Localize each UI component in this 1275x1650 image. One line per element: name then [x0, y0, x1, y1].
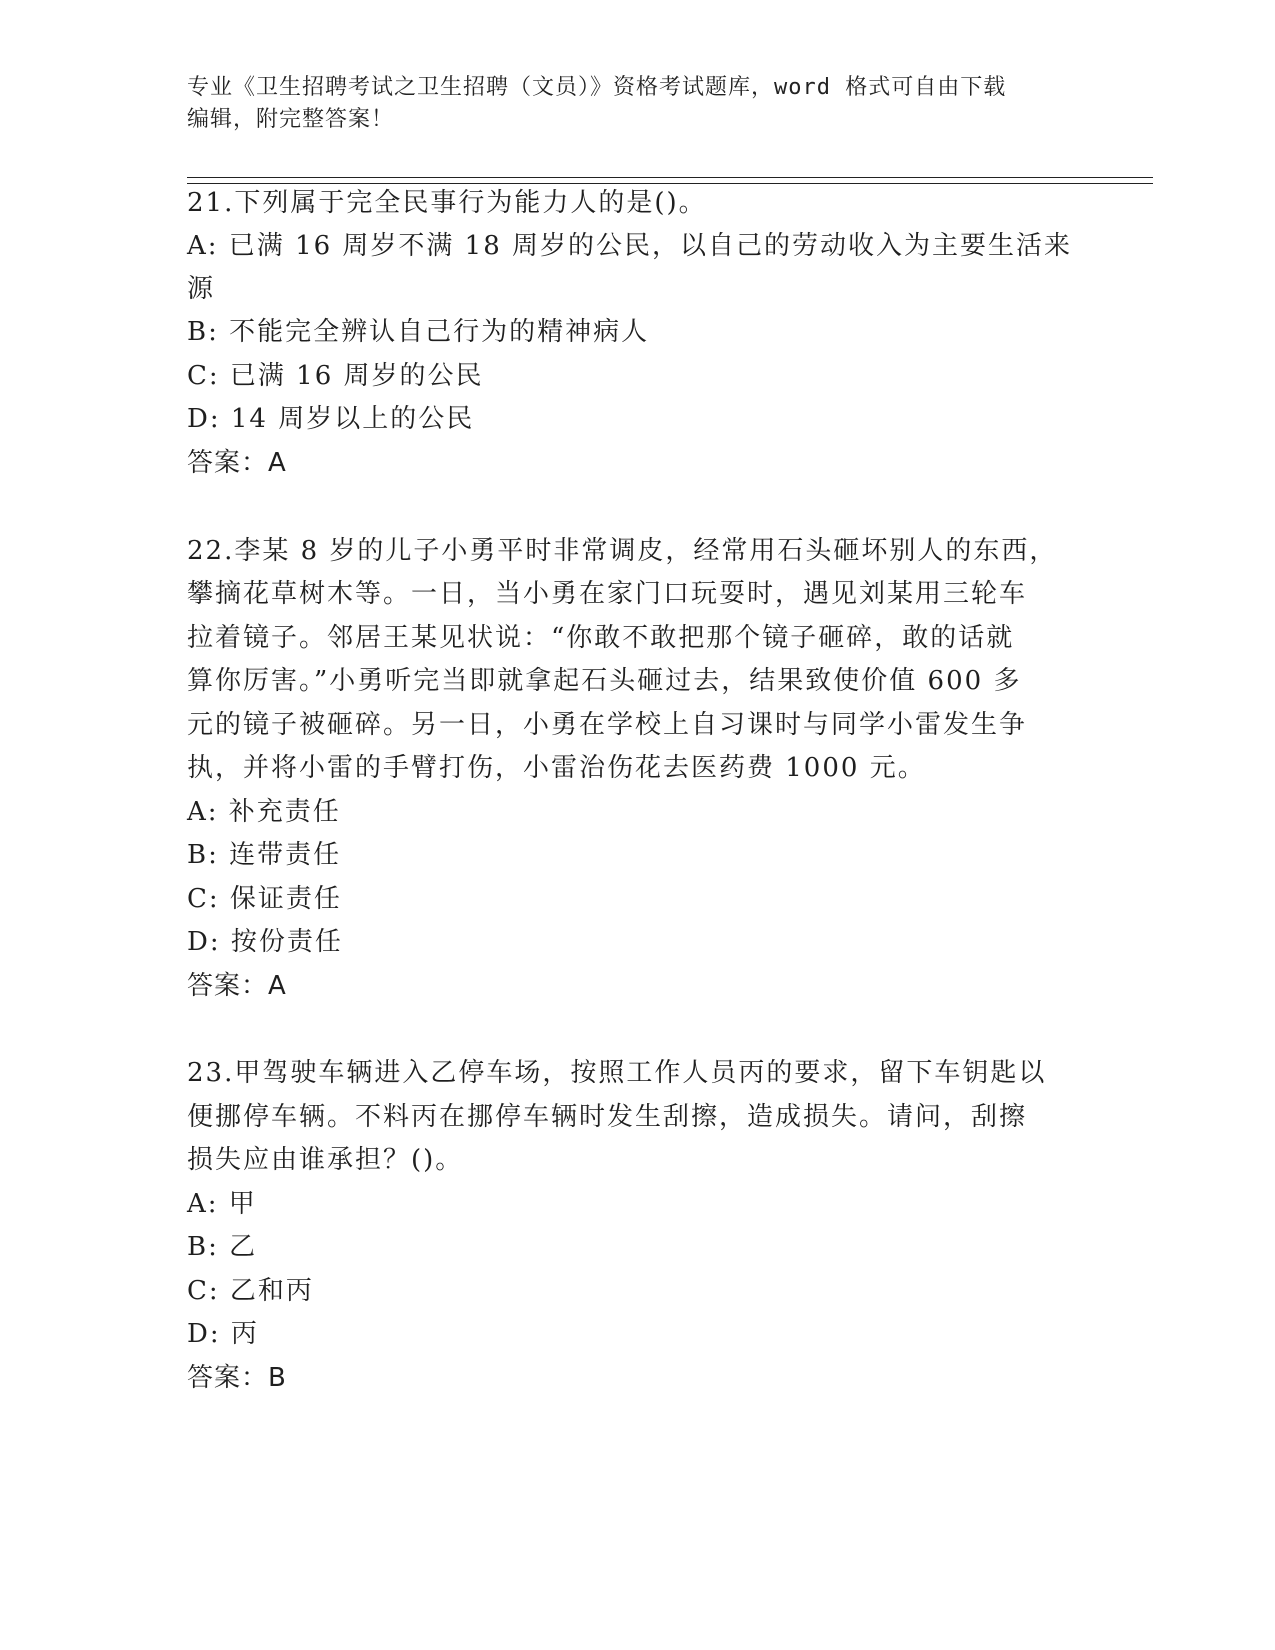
question-22-stem-line-4: 算你厉害。”小勇听完当即就拿起石头砸过去，结果致使价值 600 多 — [187, 666, 1022, 696]
question-22-stem-line-5: 元的镜子被砸碎。另一日，小勇在学校上自习课时与同学小雷发生争 — [187, 710, 1028, 740]
question-23-stem-line-3: 损失应由谁承担？()。 — [187, 1145, 464, 1175]
question-22-option-b: B: 连带责任 — [187, 840, 342, 870]
header-line-1: 专业《卫生招聘考试之卫生招聘（文员）》资格考试题库，word 格式可自由下载 — [187, 75, 1007, 100]
header-divider-bottom — [187, 183, 1153, 184]
question-23-option-c: C: 乙和丙 — [187, 1276, 314, 1306]
question-22-stem-line-3: 拉着镜子。邻居王某见状说：“你敢不敢把那个镜子砸碎，敢的话就 — [187, 623, 1015, 653]
question-21-option-a: A: 已满 16 周岁不满 18 周岁的公民，以自己的劳动收入为主要生活来 — [187, 231, 1073, 261]
document-header — [187, 72, 1067, 136]
question-21-option-c: C: 已满 16 周岁的公民 — [187, 361, 484, 391]
question-22-option-c: C: 保证责任 — [187, 884, 342, 914]
question-23-stem-line-1: 23.甲驾驶车辆进入乙停车场，按照工作人员丙的要求，留下车钥匙以 — [187, 1058, 1047, 1088]
question-21-stem: 21.下列属于完全民事行为能力人的是()。 — [187, 188, 707, 218]
question-21-answer: 答案：A — [187, 448, 287, 478]
question-22-answer: 答案：A — [187, 971, 287, 1001]
question-23-answer: 答案：B — [187, 1363, 287, 1393]
question-23-option-b: B: 乙 — [187, 1232, 258, 1262]
header-divider-top — [187, 177, 1153, 178]
question-22-stem-line-1: 22.李某 8 岁的儿子小勇平时非常调皮，经常用石头砸坏别人的东西， — [187, 536, 1058, 566]
header-line-2: 编辑，附完整答案！ — [187, 107, 395, 132]
question-23-option-a: A: 甲 — [187, 1189, 257, 1219]
question-21-option-b: B: 不能完全辨认自己行为的精神病人 — [187, 317, 650, 347]
question-21-option-d: D: 14 周岁以上的公民 — [187, 404, 475, 434]
question-22-option-d: D: 按份责任 — [187, 927, 343, 957]
question-22-stem-line-2: 攀摘花草树木等。一日，当小勇在家门口玩耍时，遇见刘某用三轮车 — [187, 579, 1028, 609]
question-21-option-a-cont: 源 — [187, 274, 216, 304]
question-22-stem-line-6: 执，并将小雷的手臂打伤，小雷治伤花去医药费 1000 元。 — [187, 753, 926, 783]
question-22-option-a: A: 补充责任 — [187, 797, 341, 827]
question-23-stem-line-2: 便挪停车辆。不料丙在挪停车辆时发生刮擦，造成损失。请问，刮擦 — [187, 1102, 1028, 1132]
question-23-option-d: D: 丙 — [187, 1319, 259, 1349]
